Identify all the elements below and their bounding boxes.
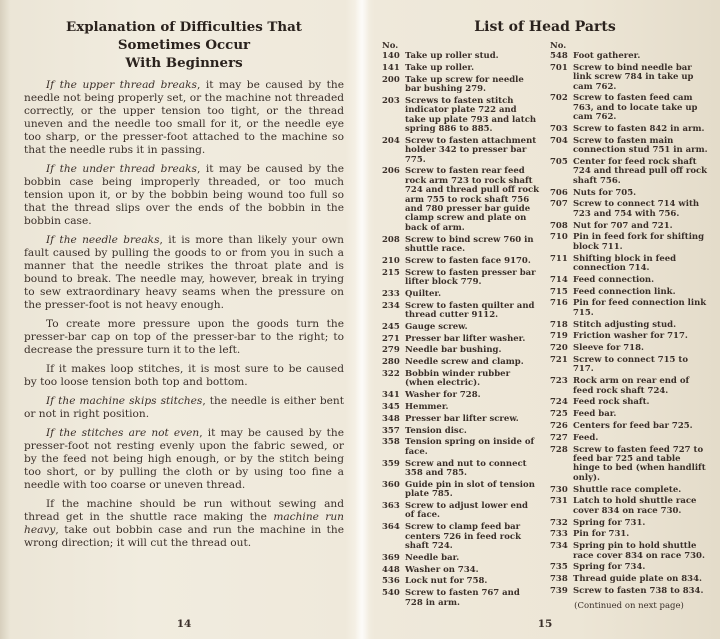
part-number: 364 — [382, 522, 400, 533]
parts-columns — [382, 41, 708, 611]
part-row — [550, 255, 708, 274]
part-description: Screw to fasten presser bar lifter block 779. — [405, 267, 536, 288]
part-description: Screw to fasten face 9170. — [405, 255, 531, 266]
part-description: Nut for 707 and 721. — [573, 220, 673, 231]
part-row — [382, 391, 540, 400]
part-row — [382, 323, 540, 332]
part-description: Feed bar. — [573, 409, 617, 420]
part-description: Needle screw and clamp. — [405, 357, 524, 368]
part-row — [550, 137, 708, 156]
part-row — [550, 125, 708, 134]
part-number: 732 — [550, 517, 568, 528]
part-row — [550, 189, 708, 198]
part-number: 358 — [382, 437, 400, 448]
part-row — [550, 486, 708, 495]
paragraph — [24, 234, 344, 312]
part-row — [382, 346, 540, 355]
part-description: Centers for feed bar 725. — [573, 421, 693, 432]
part-description: Tension spring on inside of face. — [405, 437, 535, 457]
part-row — [382, 167, 540, 233]
part-number: 548 — [550, 51, 568, 61]
part-number: 245 — [382, 321, 400, 332]
part-number: 726 — [550, 421, 568, 432]
part-row — [382, 438, 540, 457]
part-number: 730 — [550, 484, 568, 495]
right-page-body — [382, 18, 708, 611]
part-description: Feed connection. — [573, 274, 655, 285]
part-description: Screw to connect 715 to 717. — [573, 355, 689, 375]
part-number: 734 — [550, 541, 568, 552]
part-number: 706 — [550, 187, 568, 198]
part-number: 721 — [550, 355, 568, 366]
part-description: Foot gatherer. — [573, 51, 641, 61]
part-row — [382, 589, 540, 608]
part-row — [382, 76, 540, 95]
part-number: 369 — [382, 552, 400, 563]
part-description: Center for feed rock shaft 724 and thread pull off rock shaft 756. — [573, 157, 708, 186]
part-row — [382, 64, 540, 73]
part-description: Shuttle race complete. — [573, 484, 682, 495]
part-description: Screw to clamp feed bar centers 726 in feed rock shaft 724. — [405, 522, 521, 552]
part-row — [550, 587, 708, 596]
part-row — [382, 358, 540, 367]
part-description: Presser bar lifter screw. — [405, 413, 519, 424]
part-description: Thread guide plate on 834. — [573, 574, 702, 585]
part-description: Screw to fasten 738 to 834. — [573, 586, 704, 597]
part-description: Lock nut for 758. — [405, 576, 488, 587]
paragraph-lead: If the stitches are not even — [46, 427, 200, 439]
title-line-1: Explanation of Difficulties That Sometimes Occur — [66, 19, 302, 53]
part-description: Spring for 731. — [573, 517, 646, 528]
part-number: 716 — [550, 298, 568, 309]
part-number: 357 — [382, 425, 400, 436]
part-row — [550, 344, 708, 353]
part-number: 735 — [550, 562, 568, 573]
part-row — [550, 288, 708, 297]
left-page-title — [24, 18, 344, 72]
part-number: 200 — [382, 74, 400, 85]
part-description: Stitch adjusting stud. — [573, 319, 677, 330]
part-row — [382, 236, 540, 255]
part-row — [382, 460, 540, 479]
paragraph-list — [24, 79, 344, 492]
part-number: 708 — [550, 220, 568, 231]
paragraph-text: , it may be caused by the needle not being properly set, or the machine not threaded correctly, or the upper tension too tight, or the thread uneven and the needle too small for it, or the needle eye too sharp, or the presser-foot attached to the machine so that the needle rubs it in passing. — [24, 79, 344, 156]
paragraph — [24, 427, 344, 492]
part-row — [550, 542, 708, 561]
part-row — [382, 566, 540, 575]
part-description: Pin for feed connection link 715. — [573, 298, 707, 318]
part-number: 271 — [382, 333, 400, 344]
part-description: Screw to fasten attachment holder 342 to presser bar 775. — [405, 135, 537, 165]
part-number: 536 — [382, 576, 400, 587]
part-description: Feed connection link. — [573, 286, 676, 297]
part-row — [382, 137, 540, 165]
continued-note: (Continued on next page) — [574, 601, 684, 612]
paragraph-lead: If the machine skips stitches — [46, 395, 203, 407]
part-number: 704 — [550, 135, 568, 146]
part-row — [382, 554, 540, 563]
part-number: 720 — [550, 343, 568, 354]
part-description: Washer for 728. — [405, 390, 481, 401]
part-description: Gauge screw. — [405, 321, 468, 332]
part-description: Screw to fasten main connection stud 751 in arm. — [573, 135, 708, 156]
part-description: Screws to fasten stitch indicator plate 722 and take up plate 793 and latch spring 886 to 885. — [405, 95, 537, 135]
paragraph-text: To create more pressure upon the goods turn the presser-bar cap on top of the presser-bar to the right; to decrease the pressure turn it to the left. — [24, 318, 344, 356]
part-description: Bobbin winder rubber (when electric). — [405, 369, 511, 389]
part-row — [382, 502, 540, 521]
part-number: 359 — [382, 458, 400, 469]
part-number: 140 — [382, 51, 400, 61]
part-number: 341 — [382, 390, 400, 401]
part-row — [550, 434, 708, 443]
part-description: Spring for 734. — [573, 562, 646, 573]
part-description: Pin for 731. — [573, 529, 630, 540]
part-row — [382, 97, 540, 135]
page-number-right: 15 — [537, 618, 553, 631]
parts-list-2 — [550, 52, 708, 596]
part-description: Screw to fasten quilter and thread cutter 9112. — [405, 300, 535, 321]
part-row — [382, 481, 540, 500]
part-description: Pin in feed fork for shifting block 711. — [573, 232, 705, 252]
part-number: 733 — [550, 529, 568, 540]
paragraph — [24, 363, 344, 389]
part-number: 215 — [382, 267, 400, 278]
part-row — [550, 94, 708, 122]
part-number: 727 — [550, 432, 568, 443]
paragraph-text: , it may be caused by the presser-foot not resting evenly upon the fabric sewed, or by the feed not being high enough, or by the stitch being too short, or by pulling the cloth or by using too fine a needle with too coarse or uneven thread. — [24, 427, 345, 491]
part-row — [550, 64, 708, 92]
part-row — [550, 410, 708, 419]
part-row — [550, 299, 708, 318]
paragraph — [24, 79, 344, 157]
part-row — [382, 415, 540, 424]
part-number: 348 — [382, 413, 400, 424]
part-number: 322 — [382, 369, 400, 380]
left-page-body — [24, 18, 344, 611]
part-number: 279 — [382, 345, 400, 356]
part-number: 360 — [382, 479, 400, 490]
part-description: Quilter. — [405, 288, 442, 299]
part-description: Screw to bind needle bar link screw 784 in take up cam 762. — [573, 62, 694, 92]
part-number: 715 — [550, 286, 568, 297]
paragraph-run-heavy — [24, 498, 344, 550]
parts-column-1 — [382, 41, 540, 611]
part-number: 233 — [382, 288, 400, 299]
part-row — [550, 575, 708, 584]
part-row — [550, 222, 708, 231]
right-page-title: List of Head Parts — [474, 19, 616, 35]
part-number: 702 — [550, 93, 568, 104]
paragraph — [24, 395, 344, 421]
part-row — [382, 257, 540, 266]
part-number: 724 — [550, 397, 568, 408]
text-run: If the machine should be run without sewing and thread get in the shuttle race making the — [24, 498, 344, 523]
part-number: 204 — [382, 135, 400, 146]
part-number: 731 — [550, 496, 568, 507]
part-description: Screw and nut to connect 358 and 785. — [405, 458, 527, 479]
part-row — [550, 519, 708, 528]
page-number-left: 14 — [176, 618, 192, 631]
part-description: Screw to fasten feed cam 763, and to locate take up cam 762. — [573, 93, 698, 123]
part-description: Take up roller stud. — [405, 51, 499, 61]
paragraph-text: If it makes loop stitches, it is most sure to be caused by too loose tension both top and bottom. — [24, 363, 344, 388]
part-row — [382, 403, 540, 412]
part-description: Presser bar lifter washer. — [405, 333, 526, 344]
part-description: Needle bar. — [405, 552, 460, 563]
part-row — [550, 52, 708, 61]
part-row — [550, 398, 708, 407]
part-row — [550, 321, 708, 330]
part-number: 210 — [382, 255, 400, 266]
part-number: 723 — [550, 376, 568, 387]
part-description: Screw to adjust lower end of face. — [405, 501, 529, 521]
part-description: Screw to fasten 767 and 728 in arm. — [405, 588, 520, 608]
part-row — [382, 577, 540, 586]
part-number: 739 — [550, 586, 568, 597]
paragraph — [24, 163, 344, 228]
part-number: 701 — [550, 62, 568, 73]
part-row — [550, 233, 708, 252]
part-number: 738 — [550, 574, 568, 585]
paragraph-text: , it may be caused by the bobbin case being improperly threaded, or too much tension upon it, or by the bobbin being wound too full so that the thread slips over the ends of the bobbin in the bobbin case. — [24, 163, 345, 227]
part-description: Shifting block in feed connection 714. — [573, 253, 677, 274]
part-number: 203 — [382, 95, 400, 106]
part-description: Friction washer for 717. — [573, 331, 688, 342]
part-description: Screw to bind screw 760 in shuttle race. — [405, 234, 534, 255]
part-description: Rock arm on rear end of feed rock shaft 724. — [573, 376, 690, 396]
part-row — [550, 422, 708, 431]
right-page — [362, 0, 720, 639]
paragraph-lead: If the upper thread breaks — [46, 79, 197, 91]
part-description: Guide pin in slot of tension plate 785. — [405, 479, 535, 500]
part-row — [382, 52, 540, 61]
part-description: Feed. — [573, 432, 599, 443]
part-description: Feed rock shaft. — [573, 397, 650, 408]
part-number: 280 — [382, 357, 400, 368]
part-number: 540 — [382, 588, 400, 599]
part-row — [382, 290, 540, 299]
no-header: No. — [550, 41, 567, 51]
part-description: Sleeve for 718. — [573, 343, 644, 354]
part-number: 710 — [550, 232, 568, 243]
part-number: 725 — [550, 409, 568, 420]
part-row — [382, 523, 540, 551]
part-description: Spring pin to hold shuttle race cover 834 on race 730. — [573, 541, 705, 561]
text-run: , take out bobbin case and run the machine in the wrong direction; it will cut the thread out. — [24, 524, 344, 549]
part-description: Screw to fasten 842 in arm. — [573, 124, 705, 135]
no-header: No. — [382, 41, 399, 51]
italic-phrase: machine run heavy — [24, 511, 344, 536]
part-description: Washer on 734. — [405, 564, 479, 575]
part-description: Take up screw for needle bar bushing 279. — [405, 74, 524, 94]
part-number: 707 — [550, 199, 568, 210]
part-number: 448 — [382, 564, 400, 575]
part-number: 208 — [382, 234, 400, 245]
part-number: 363 — [382, 501, 400, 512]
part-number: 141 — [382, 62, 400, 73]
part-description: Screw to fasten rear feed rock arm 723 to rock shaft 724 and thread pull off rock arm 755 to rock shaft 756 and 780 presser bar guide clamp screw and plate on back of arm. — [405, 166, 540, 233]
part-row — [382, 269, 540, 288]
part-number: 234 — [382, 300, 400, 311]
part-number: 345 — [382, 402, 400, 413]
part-description: Nuts for 705. — [573, 187, 637, 198]
part-row — [550, 332, 708, 341]
part-row — [550, 356, 708, 375]
paragraph-text: , it is more than likely your own fault caused by pulling the goods to or from you in such a manner that the needle strikes the throat plate and is bound to break. The needle may, however, break in trying to sew extraordinary heavy seams when the pressure on the presser-foot is not heavy enough. — [24, 234, 344, 311]
part-description: Latch to hold shuttle race cover 834 on race 730. — [573, 496, 697, 516]
parts-column-2 — [550, 41, 708, 611]
part-row — [550, 200, 708, 219]
paragraph — [24, 318, 344, 357]
part-row — [550, 276, 708, 285]
part-description: Take up roller. — [405, 62, 475, 73]
part-description: Screw to connect 714 with 723 and 754 with 756. — [573, 199, 700, 219]
part-row — [550, 497, 708, 516]
paragraph-text: , the needle is either bent or not in right position. — [24, 395, 344, 420]
part-description: Needle bar bushing. — [405, 345, 502, 356]
part-row — [550, 446, 708, 484]
part-row — [550, 563, 708, 572]
part-number: 206 — [382, 166, 400, 177]
part-row — [550, 377, 708, 396]
paragraph-lead: If the under thread breaks — [46, 163, 197, 175]
part-row — [550, 530, 708, 539]
part-number: 711 — [550, 253, 568, 264]
part-number: 703 — [550, 124, 568, 135]
paragraph-lead: If the needle breaks — [46, 234, 160, 246]
part-number: 718 — [550, 319, 568, 330]
part-row — [382, 370, 540, 389]
part-row — [550, 158, 708, 186]
part-description: Screw to fasten feed 727 to feed bar 725 and table hinge to bed (when handlift only). — [573, 444, 706, 483]
part-row — [382, 427, 540, 436]
part-number: 728 — [550, 444, 568, 455]
parts-list-1 — [382, 52, 540, 608]
part-number: 705 — [550, 157, 568, 168]
title-line-2: With Beginners — [125, 55, 243, 71]
part-description: Hemmer. — [405, 402, 449, 413]
part-description: Tension disc. — [405, 425, 467, 436]
part-number: 719 — [550, 331, 568, 342]
part-row — [382, 335, 540, 344]
part-number: 714 — [550, 274, 568, 285]
part-row — [382, 302, 540, 321]
